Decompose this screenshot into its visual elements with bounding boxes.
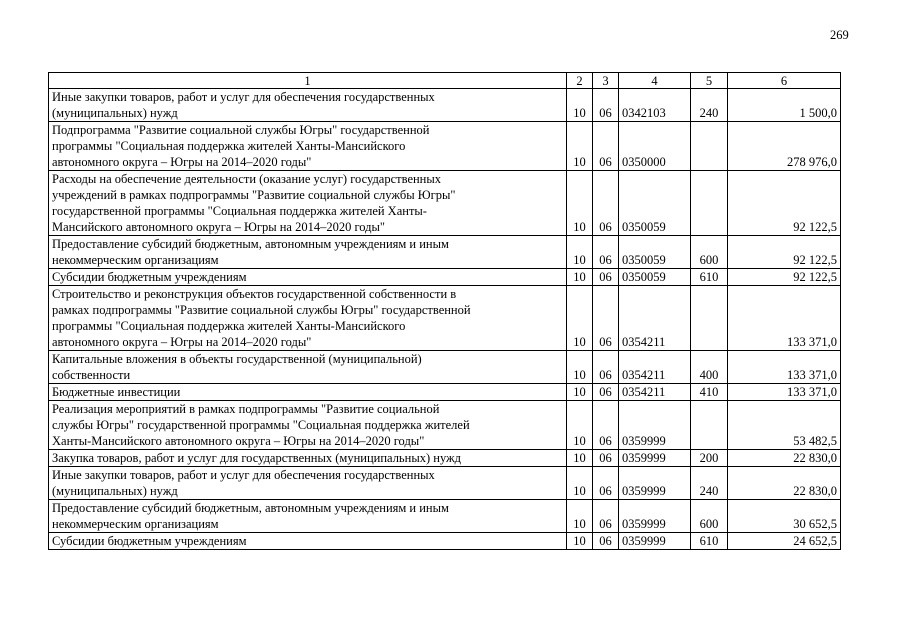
subsection-code: 06 bbox=[593, 89, 619, 122]
description-line: Субсидии бюджетным учреждениям bbox=[52, 534, 247, 548]
subsection-code: 06 bbox=[593, 500, 619, 533]
amount: 22 830,0 bbox=[728, 467, 841, 500]
description-line: государственной программы "Социальная поддержка жителей Ханты- bbox=[52, 204, 427, 218]
amount: 278 976,0 bbox=[728, 122, 841, 171]
target-article-code: 0359999 bbox=[619, 401, 691, 450]
row-description bbox=[49, 89, 567, 122]
target-article-code: 0359999 bbox=[619, 450, 691, 467]
subsection-code: 06 bbox=[593, 401, 619, 450]
row-description bbox=[49, 286, 567, 351]
description-line: (муниципальных) нужд bbox=[52, 484, 178, 498]
table-header-row bbox=[49, 73, 841, 89]
row-description bbox=[49, 450, 567, 467]
table-row bbox=[49, 401, 841, 450]
subsection-code: 06 bbox=[593, 171, 619, 236]
target-article-code: 0350059 bbox=[619, 236, 691, 269]
description-line: (муниципальных) нужд bbox=[52, 106, 178, 120]
section-code: 10 bbox=[567, 450, 593, 467]
table-body bbox=[49, 89, 841, 550]
table-row bbox=[49, 384, 841, 401]
section-code: 10 bbox=[567, 171, 593, 236]
subsection-code: 06 bbox=[593, 467, 619, 500]
description-line: автономного округа – Югры на 2014–2020 годы" bbox=[52, 335, 312, 349]
target-article-code: 0359999 bbox=[619, 467, 691, 500]
section-code: 10 bbox=[567, 286, 593, 351]
amount: 24 652,5 bbox=[728, 533, 841, 550]
subsection-code: 06 bbox=[593, 533, 619, 550]
amount: 22 830,0 bbox=[728, 450, 841, 467]
target-article-code: 0350059 bbox=[619, 171, 691, 236]
subsection-code: 06 bbox=[593, 384, 619, 401]
budget-table bbox=[48, 72, 841, 550]
expense-type-code: 600 bbox=[691, 236, 728, 269]
expense-type-code: 200 bbox=[691, 450, 728, 467]
description-line: некоммерческим организациям bbox=[52, 517, 219, 531]
description-line: Предоставление субсидий бюджетным, автономным учреждениям и иным bbox=[52, 501, 449, 515]
description-line: Подпрограмма "Развитие социальной службы Югры" государственной bbox=[52, 123, 430, 137]
target-article-code: 0354211 bbox=[619, 286, 691, 351]
section-code: 10 bbox=[567, 89, 593, 122]
row-description bbox=[49, 122, 567, 171]
table-row bbox=[49, 269, 841, 286]
amount: 92 122,5 bbox=[728, 236, 841, 269]
description-line: Субсидии бюджетным учреждениям bbox=[52, 270, 247, 284]
header-cell-3: 3 bbox=[593, 73, 619, 89]
expense-type-code: 240 bbox=[691, 89, 728, 122]
section-code: 10 bbox=[567, 384, 593, 401]
subsection-code: 06 bbox=[593, 351, 619, 384]
table-row bbox=[49, 533, 841, 550]
table-row bbox=[49, 467, 841, 500]
expense-type-code: 400 bbox=[691, 351, 728, 384]
header-cell-5: 5 bbox=[691, 73, 728, 89]
amount: 30 652,5 bbox=[728, 500, 841, 533]
amount: 133 371,0 bbox=[728, 286, 841, 351]
description-line: Закупка товаров, работ и услуг для государственных (муниципальных) нужд bbox=[52, 451, 462, 465]
subsection-code: 06 bbox=[593, 286, 619, 351]
target-article-code: 0354211 bbox=[619, 351, 691, 384]
description-line: Ханты-Мансийского автономного округа – Югры на 2014–2020 годы" bbox=[52, 434, 425, 448]
description-line: программы "Социальная поддержка жителей Ханты-Мансийского bbox=[52, 319, 406, 333]
expense-type-code: 610 bbox=[691, 269, 728, 286]
amount: 133 371,0 bbox=[728, 351, 841, 384]
amount: 92 122,5 bbox=[728, 269, 841, 286]
row-description bbox=[49, 384, 567, 401]
amount: 53 482,5 bbox=[728, 401, 841, 450]
description-line: Бюджетные инвестиции bbox=[52, 385, 181, 399]
description-line: учреждений в рамках подпрограммы "Развитие социальной службы Югры" bbox=[52, 188, 456, 202]
description-line: Реализация мероприятий в рамках подпрограммы "Развитие социальной bbox=[52, 402, 440, 416]
target-article-code: 0359999 bbox=[619, 500, 691, 533]
expense-type-code bbox=[691, 286, 728, 351]
subsection-code: 06 bbox=[593, 122, 619, 171]
description-line: программы "Социальная поддержка жителей Ханты-Мансийского bbox=[52, 139, 406, 153]
description-line: рамках подпрограммы "Развитие социальной службы Югры" государственной bbox=[52, 303, 471, 317]
row-description bbox=[49, 467, 567, 500]
row-description bbox=[49, 500, 567, 533]
description-line: Капитальные вложения в объекты государственной (муниципальной) bbox=[52, 352, 422, 366]
section-code: 10 bbox=[567, 533, 593, 550]
expense-type-code bbox=[691, 171, 728, 236]
section-code: 10 bbox=[567, 269, 593, 286]
header-cell-1: 1 bbox=[49, 73, 567, 89]
section-code: 10 bbox=[567, 500, 593, 533]
expense-type-code bbox=[691, 122, 728, 171]
section-code: 10 bbox=[567, 467, 593, 500]
row-description bbox=[49, 236, 567, 269]
row-description bbox=[49, 533, 567, 550]
subsection-code: 06 bbox=[593, 450, 619, 467]
description-line: собственности bbox=[52, 368, 131, 382]
expense-type-code: 410 bbox=[691, 384, 728, 401]
target-article-code: 0342103 bbox=[619, 89, 691, 122]
row-description bbox=[49, 401, 567, 450]
expense-type-code: 600 bbox=[691, 500, 728, 533]
header-cell-2: 2 bbox=[567, 73, 593, 89]
subsection-code: 06 bbox=[593, 269, 619, 286]
table-row bbox=[49, 450, 841, 467]
expense-type-code: 610 bbox=[691, 533, 728, 550]
description-line: Иные закупки товаров, работ и услуг для обеспечения государственных bbox=[52, 90, 435, 104]
subsection-code: 06 bbox=[593, 236, 619, 269]
row-description bbox=[49, 351, 567, 384]
description-line: Расходы на обеспечение деятельности (оказание услуг) государственных bbox=[52, 172, 442, 186]
row-description bbox=[49, 171, 567, 236]
target-article-code: 0359999 bbox=[619, 533, 691, 550]
table-row bbox=[49, 171, 841, 236]
table-row bbox=[49, 89, 841, 122]
description-line: Строительство и реконструкция объектов государственной собственности в bbox=[52, 287, 457, 301]
description-line: Иные закупки товаров, работ и услуг для обеспечения государственных bbox=[52, 468, 435, 482]
header-cell-4: 4 bbox=[619, 73, 691, 89]
amount: 133 371,0 bbox=[728, 384, 841, 401]
section-code: 10 bbox=[567, 236, 593, 269]
section-code: 10 bbox=[567, 351, 593, 384]
table-row bbox=[49, 122, 841, 171]
description-line: Предоставление субсидий бюджетным, автономным учреждениям и иным bbox=[52, 237, 449, 251]
expense-type-code bbox=[691, 401, 728, 450]
target-article-code: 0354211 bbox=[619, 384, 691, 401]
header-cell-6: 6 bbox=[728, 73, 841, 89]
table-row bbox=[49, 286, 841, 351]
table-row bbox=[49, 351, 841, 384]
amount: 1 500,0 bbox=[728, 89, 841, 122]
description-line: автономного округа – Югры на 2014–2020 годы" bbox=[52, 155, 312, 169]
page-number: 269 bbox=[830, 28, 849, 42]
target-article-code: 0350000 bbox=[619, 122, 691, 171]
expense-type-code: 240 bbox=[691, 467, 728, 500]
description-line: службы Югры" государственной программы "Социальная поддержка жителей bbox=[52, 418, 470, 432]
description-line: Мансийского автономного округа – Югры на 2014–2020 годы" bbox=[52, 220, 386, 234]
table-row bbox=[49, 500, 841, 533]
target-article-code: 0350059 bbox=[619, 269, 691, 286]
section-code: 10 bbox=[567, 122, 593, 171]
amount: 92 122,5 bbox=[728, 171, 841, 236]
table-row bbox=[49, 236, 841, 269]
section-code: 10 bbox=[567, 401, 593, 450]
row-description bbox=[49, 269, 567, 286]
description-line: некоммерческим организациям bbox=[52, 253, 219, 267]
